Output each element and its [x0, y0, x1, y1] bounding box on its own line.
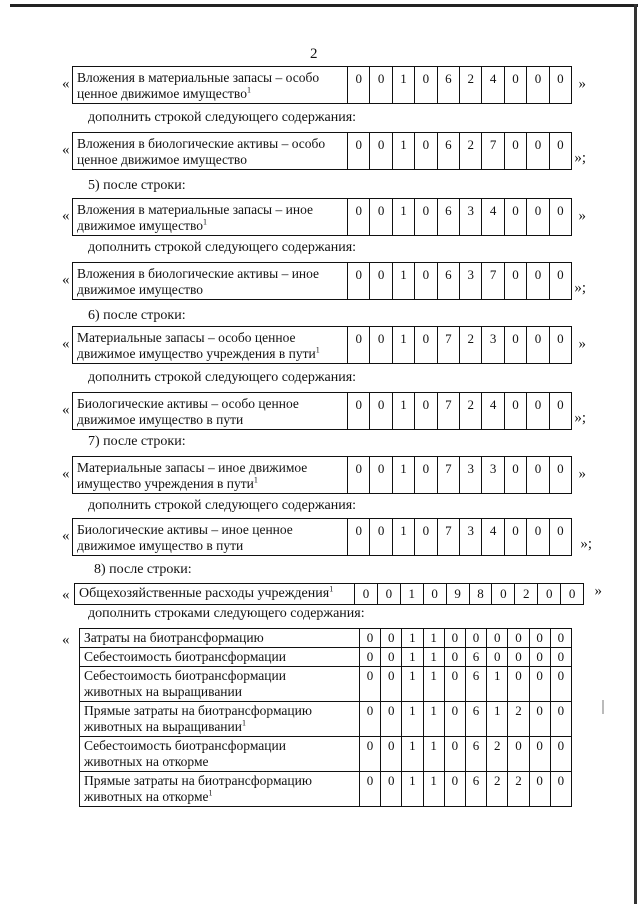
- row-label: [80, 648, 360, 667]
- code-digit: 1: [392, 327, 414, 363]
- label-line: Прямые затраты на биотрансформацию: [84, 703, 312, 718]
- code-digit: 3: [459, 263, 481, 299]
- row-label: [80, 667, 360, 702]
- code-digit: 0: [504, 457, 526, 493]
- code-digit: 0: [444, 702, 465, 737]
- footnote-marker: 1: [253, 475, 258, 485]
- code-digit: 0: [355, 461, 362, 476]
- code-digit: 6: [465, 702, 486, 737]
- code-digit: 0: [381, 702, 402, 737]
- label-line: Вложения в материальные запасы – иное: [77, 202, 313, 217]
- code-digit: 1: [392, 67, 414, 103]
- code-block: [62, 456, 592, 496]
- code-row: [72, 326, 572, 364]
- code-row: [74, 583, 584, 605]
- open-quote: «: [62, 466, 70, 482]
- code-digit: 0: [381, 737, 402, 772]
- label-line: ценное движимое имущество: [77, 152, 247, 167]
- code-digit: 2: [487, 772, 508, 807]
- code-digit: 0: [526, 327, 548, 363]
- code-digit: 0: [355, 203, 362, 218]
- code-digit: 0: [465, 629, 486, 648]
- code-digit: 2: [508, 772, 529, 807]
- footnote-marker: 1: [315, 345, 320, 355]
- close-quote: »;: [574, 280, 586, 296]
- code-digit: 0: [549, 199, 571, 235]
- code-cells: [348, 67, 571, 103]
- code-digit: 0: [487, 629, 508, 648]
- close-quote: »: [578, 336, 586, 352]
- code-digit: 0: [359, 667, 380, 702]
- code-digit: 2: [459, 67, 481, 103]
- code-digit: 0: [444, 648, 465, 667]
- code-digit: 0: [529, 772, 550, 807]
- code-digit: 4: [481, 67, 503, 103]
- code-digit: 0: [369, 327, 391, 363]
- code-digit: 0: [355, 397, 362, 412]
- code-cells: [348, 457, 571, 493]
- code-digit: 6: [465, 737, 486, 772]
- code-digit: 1: [423, 667, 444, 702]
- row-label: [80, 702, 360, 737]
- code-digit: 0: [381, 648, 402, 667]
- code-digit: 1: [402, 702, 423, 737]
- close-quote: »: [578, 208, 586, 224]
- row-label: [73, 67, 348, 103]
- code-digit: 0: [414, 67, 436, 103]
- code-cells: [355, 584, 583, 604]
- instruction-text: дополнить строкой следующего содержания:: [88, 370, 357, 385]
- scan-border-top: [10, 4, 638, 7]
- table-row: [80, 772, 572, 807]
- code-digit: 0: [508, 667, 529, 702]
- code-digit: 0: [508, 737, 529, 772]
- code-digit: 6: [437, 67, 459, 103]
- label-line: животных на откорме: [84, 789, 209, 804]
- label-line: Материальные запасы – особо ценное: [77, 330, 296, 345]
- code-digit: 0: [526, 133, 548, 169]
- code-digit: 8: [469, 584, 492, 604]
- code-digit: 0: [381, 629, 402, 648]
- open-quote: «: [62, 336, 70, 352]
- row-label: [73, 327, 348, 363]
- code-row: [72, 456, 572, 494]
- code-digit: 0: [550, 648, 571, 667]
- code-row: [72, 66, 572, 104]
- code-digit: 1: [423, 648, 444, 667]
- label-line: Себестоимость биотрансформации: [84, 738, 286, 753]
- label-line: животных на выращивании: [84, 684, 242, 699]
- code-digit: 0: [550, 629, 571, 648]
- code-digit: 3: [481, 327, 503, 363]
- code-digit: 0: [355, 267, 362, 282]
- code-digit: 0: [529, 737, 550, 772]
- code-digit: 0: [549, 327, 571, 363]
- table-row: [80, 667, 572, 702]
- code-digit: 0: [414, 199, 436, 235]
- code-digit: 0: [550, 737, 571, 772]
- label-line: движимое имущество в пути: [77, 538, 244, 553]
- code-digit: 0: [526, 199, 548, 235]
- code-digit: 0: [359, 648, 380, 667]
- label-line: Биологические активы – особо ценное: [77, 396, 299, 411]
- label-line: Себестоимость биотрансформации: [84, 668, 286, 683]
- code-digit: 0: [359, 737, 380, 772]
- open-quote: «: [62, 632, 70, 648]
- code-digit: 0: [414, 393, 436, 429]
- code-digit: 0: [377, 584, 400, 604]
- instruction-text: дополнить строкой следующего содержания:: [88, 110, 357, 125]
- row-label: [73, 199, 348, 235]
- code-cells: [348, 199, 571, 235]
- code-digit: 0: [444, 737, 465, 772]
- code-block: [62, 198, 592, 238]
- code-digit: 0: [369, 67, 391, 103]
- label-line: движимое имущество: [77, 282, 204, 297]
- code-digit: 7: [481, 263, 503, 299]
- code-digit: 1: [392, 199, 414, 235]
- code-block: [62, 66, 592, 106]
- instruction-text: 6) после строки:: [88, 308, 186, 323]
- code-cells: [348, 327, 571, 363]
- label-line: ценное движимое имущество: [77, 86, 247, 101]
- code-digit: 0: [560, 584, 583, 604]
- scan-mark: [602, 700, 604, 714]
- label-line: движимое имущество учреждения в пути: [77, 346, 316, 361]
- code-digit: 0: [504, 67, 526, 103]
- code-digit: 0: [537, 584, 560, 604]
- footnote-marker: 1: [246, 85, 251, 95]
- code-digit: 6: [465, 648, 486, 667]
- code-digit: 0: [369, 199, 391, 235]
- code-digit: 0: [414, 327, 436, 363]
- label-line: животных на выращивании: [84, 719, 242, 734]
- code-digit: 0: [369, 263, 391, 299]
- code-digit: 0: [504, 519, 526, 555]
- code-digit: 1: [487, 667, 508, 702]
- code-digit: 1: [392, 133, 414, 169]
- code-digit: 0: [526, 263, 548, 299]
- row-label: [80, 629, 360, 648]
- label-line: движимое имущество: [77, 218, 204, 233]
- code-digit: 9: [446, 584, 469, 604]
- table-row: [80, 737, 572, 772]
- code-digit: 1: [392, 519, 414, 555]
- code-digit: 1: [402, 629, 423, 648]
- code-digit: 3: [459, 457, 481, 493]
- code-digit: 1: [392, 393, 414, 429]
- code-block: [62, 326, 592, 366]
- footnote-marker: 1: [203, 217, 208, 227]
- code-digit: 0: [444, 629, 465, 648]
- code-digit: 3: [459, 199, 481, 235]
- instruction-text: дополнить строками следующего содержания:: [88, 606, 365, 621]
- code-digit: 0: [369, 393, 391, 429]
- open-quote: «: [62, 208, 70, 224]
- code-block: [62, 518, 592, 558]
- open-quote: «: [62, 142, 70, 158]
- code-digit: 0: [549, 457, 571, 493]
- open-quote: «: [62, 76, 70, 92]
- close-quote: »: [578, 76, 586, 92]
- code-block: [62, 132, 592, 172]
- close-quote: »;: [574, 410, 586, 426]
- code-digit: 2: [459, 393, 481, 429]
- code-digit: 0: [369, 133, 391, 169]
- code-digit: 0: [355, 523, 362, 538]
- code-digit: 2: [487, 737, 508, 772]
- code-block-single: [62, 581, 602, 607]
- code-digit: 0: [369, 457, 391, 493]
- code-digit: 1: [402, 737, 423, 772]
- code-digit: 0: [487, 648, 508, 667]
- instruction-text: дополнить строкой следующего содержания:: [88, 240, 357, 255]
- code-digit: 1: [423, 737, 444, 772]
- code-digit: 1: [487, 702, 508, 737]
- footnote-marker: 1: [242, 718, 246, 728]
- code-digit: 1: [400, 584, 423, 604]
- row-label: [73, 457, 348, 493]
- label-line: Вложения в биологические активы – особо: [77, 136, 326, 151]
- code-digit: 0: [550, 772, 571, 807]
- instruction-text: дополнить строкой следующего содержания:: [88, 498, 357, 513]
- footnote-marker: 1: [208, 788, 213, 798]
- close-quote: »: [594, 583, 602, 599]
- code-digit: 6: [437, 133, 459, 169]
- table-row: [80, 648, 572, 667]
- open-quote: «: [62, 272, 70, 288]
- label-line: Биологические активы – иное ценное: [77, 522, 293, 537]
- code-digit: 0: [504, 199, 526, 235]
- code-digit: 0: [549, 519, 571, 555]
- code-digit: 7: [437, 393, 459, 429]
- label-line: движимое имущество в пути: [77, 412, 244, 427]
- code-row: [72, 262, 572, 300]
- code-digit: 1: [402, 667, 423, 702]
- code-digit: 0: [381, 772, 402, 807]
- code-digit: 0: [549, 263, 571, 299]
- code-digit: 0: [529, 629, 550, 648]
- code-digit: 0: [369, 519, 391, 555]
- code-digit: 0: [414, 519, 436, 555]
- instruction-text: 5) после строки:: [88, 178, 186, 193]
- code-digit: 3: [481, 457, 503, 493]
- code-digit: 6: [465, 667, 486, 702]
- code-digit: 2: [508, 702, 529, 737]
- label-line: Прямые затраты на биотрансформацию: [84, 773, 312, 788]
- code-table: [79, 628, 572, 807]
- code-row: [72, 392, 572, 430]
- label-line: Материальные запасы – иное движимое: [77, 460, 308, 475]
- code-digit: 0: [504, 327, 526, 363]
- code-digit: 0: [444, 772, 465, 807]
- code-row: [72, 132, 572, 170]
- table-row: [80, 702, 572, 737]
- row-label: [73, 133, 348, 169]
- code-digit: 0: [381, 667, 402, 702]
- code-digit: 0: [526, 519, 548, 555]
- table-row: [80, 629, 572, 648]
- code-digit: 1: [392, 263, 414, 299]
- code-digit: 0: [504, 393, 526, 429]
- code-cells: [348, 393, 571, 429]
- scan-border-right: [634, 4, 637, 904]
- row-label: [80, 772, 360, 807]
- code-digit: 4: [481, 519, 503, 555]
- code-digit: 0: [526, 67, 548, 103]
- code-digit: 0: [529, 667, 550, 702]
- code-row: [72, 518, 572, 556]
- code-digit: 0: [549, 67, 571, 103]
- code-digit: 0: [359, 629, 380, 648]
- label-line: животных на откорме: [84, 754, 209, 769]
- code-block: [62, 262, 592, 302]
- code-digit: 0: [550, 667, 571, 702]
- footnote-marker: 1: [329, 584, 334, 594]
- code-cells: [348, 133, 571, 169]
- row-label: [73, 393, 348, 429]
- code-digit: 0: [526, 457, 548, 493]
- row-label: [73, 263, 348, 299]
- code-digit: 7: [437, 519, 459, 555]
- close-quote: »: [578, 466, 586, 482]
- code-digit: 2: [514, 584, 537, 604]
- code-digit: 0: [362, 586, 370, 601]
- code-digit: 0: [549, 393, 571, 429]
- label-line: Общехозяйственные расходы учреждения: [79, 586, 330, 601]
- code-digit: 4: [481, 199, 503, 235]
- code-digit: 1: [423, 772, 444, 807]
- code-digit: 2: [459, 327, 481, 363]
- code-digit: 0: [508, 629, 529, 648]
- code-digit: 0: [491, 584, 514, 604]
- instruction-text: 8) после строки:: [94, 562, 192, 577]
- label-line: Вложения в биологические активы – иное: [77, 266, 320, 281]
- open-quote: «: [62, 587, 70, 603]
- code-digit: 0: [529, 702, 550, 737]
- code-digit: 0: [359, 702, 380, 737]
- open-quote: «: [62, 402, 70, 418]
- code-digit: 6: [437, 199, 459, 235]
- code-digit: 3: [459, 519, 481, 555]
- code-digit: 6: [465, 772, 486, 807]
- code-digit: 7: [437, 457, 459, 493]
- code-digit: 0: [355, 137, 362, 152]
- code-digit: 1: [423, 629, 444, 648]
- row-label: [75, 584, 355, 604]
- code-digit: 1: [392, 457, 414, 493]
- close-quote: »;: [574, 150, 586, 166]
- code-digit: 6: [437, 263, 459, 299]
- row-label: [73, 519, 348, 555]
- code-digit: 0: [526, 393, 548, 429]
- code-digit: 0: [504, 133, 526, 169]
- code-digit: 2: [459, 133, 481, 169]
- code-digit: 1: [402, 648, 423, 667]
- label-line: Себестоимость биотрансформации: [84, 649, 286, 664]
- label-line: Вложения в материальные запасы – особо: [77, 70, 320, 85]
- close-quote: »;: [580, 536, 592, 552]
- label-line: имущество учреждения в пути: [77, 476, 254, 491]
- code-cells: [348, 519, 571, 555]
- row-label: [80, 737, 360, 772]
- code-digit: 0: [529, 648, 550, 667]
- code-digit: 7: [437, 327, 459, 363]
- code-digit: 4: [481, 393, 503, 429]
- open-quote: «: [62, 528, 70, 544]
- code-digit: 0: [414, 457, 436, 493]
- code-digit: 1: [402, 772, 423, 807]
- code-block: [62, 392, 592, 432]
- code-digit: 0: [355, 71, 362, 86]
- code-digit: 0: [414, 133, 436, 169]
- code-digit: 1: [423, 702, 444, 737]
- code-digit: 0: [508, 648, 529, 667]
- code-digit: 0: [359, 772, 380, 807]
- code-cells: [348, 263, 571, 299]
- code-digit: 0: [355, 331, 362, 346]
- code-digit: 0: [444, 667, 465, 702]
- code-digit: 0: [549, 133, 571, 169]
- code-digit: 0: [414, 263, 436, 299]
- page-number: 2: [310, 46, 318, 62]
- code-row: [72, 198, 572, 236]
- code-digit: 7: [481, 133, 503, 169]
- label-line: Затраты на биотрансформацию: [84, 630, 264, 645]
- code-digit: 0: [550, 702, 571, 737]
- instruction-text: 7) после строки:: [88, 434, 186, 449]
- code-digit: 0: [423, 584, 446, 604]
- code-digit: 0: [504, 263, 526, 299]
